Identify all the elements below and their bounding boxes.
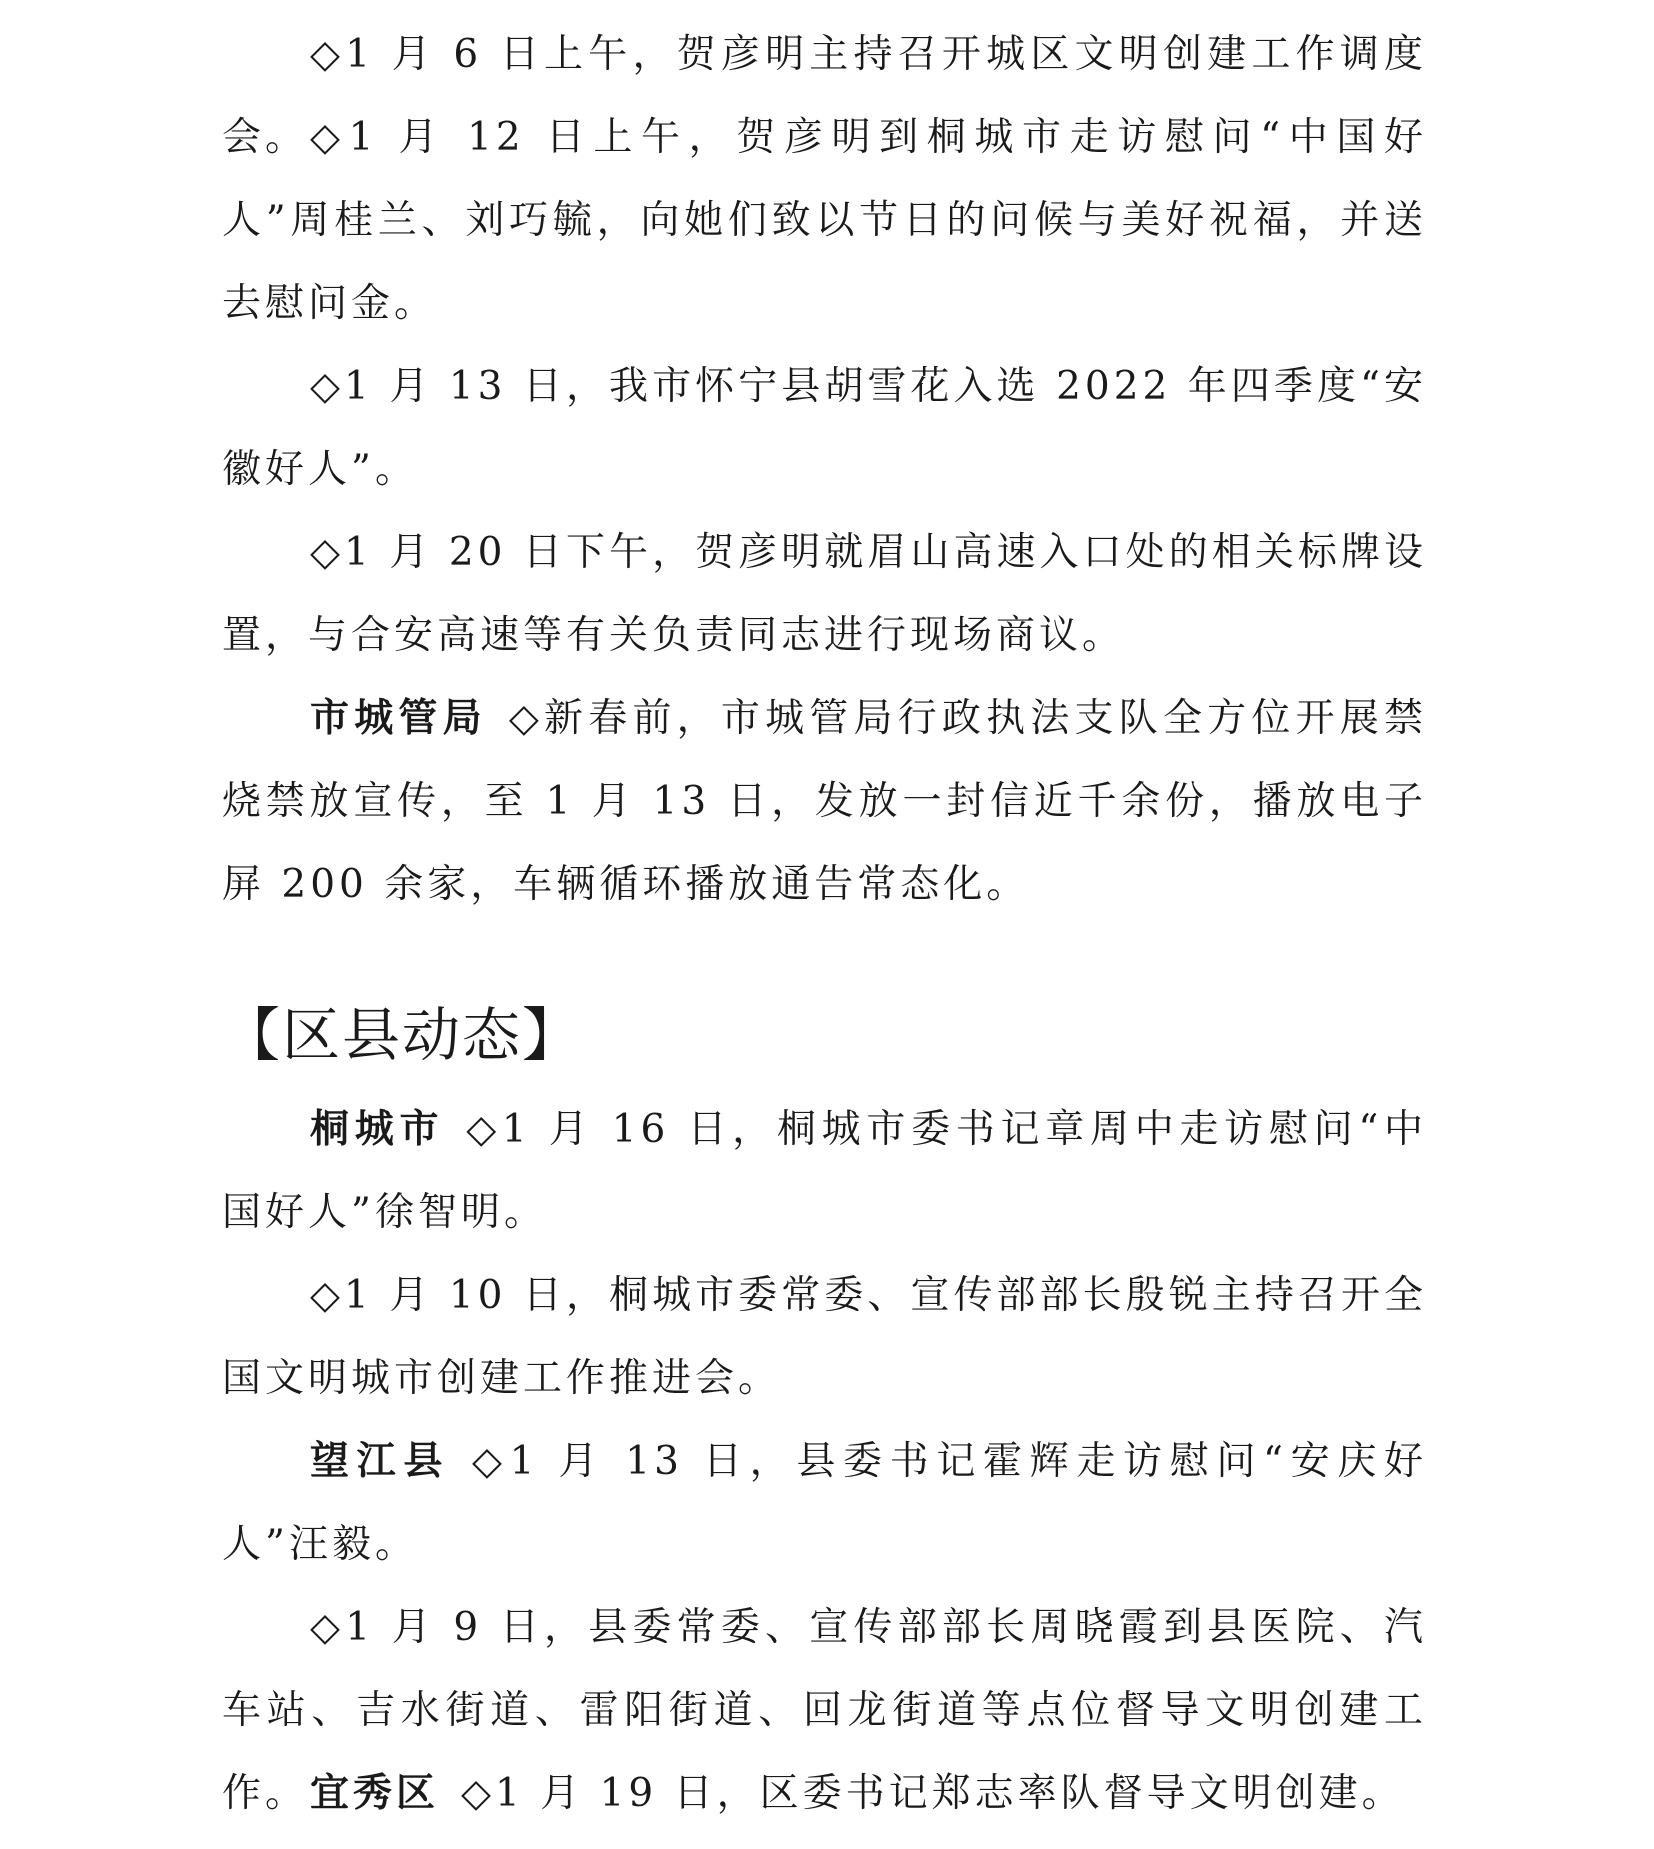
county-label: 宜秀区 bbox=[310, 1771, 440, 1816]
news-item-text: ◇1 月 13 日，我市怀宁县胡雪花入选 2022 年四季度“安徽好人”。 bbox=[222, 364, 1427, 492]
news-item-urban-management bbox=[222, 677, 1427, 926]
county-label: 望江县 bbox=[310, 1439, 451, 1484]
news-item-meishan-signage bbox=[222, 511, 1427, 677]
news-item-text: ◇1 月 10 日，桐城市委常委、宣传部部长殷锐主持召开全国文明城市创建工作推进会。 bbox=[222, 1273, 1427, 1401]
news-item-text: ◇1 月 12 日上午，贺彦明到桐城市走访慰问“中国好人”周桂兰、刘巧毓，向她们致以节日的问候与美好祝福，并送去慰问金。 bbox=[222, 115, 1427, 326]
news-item-text: ◇1 月 19 日，区委书记郑志率队督导文明创建。 bbox=[461, 1771, 1405, 1816]
department-label: 市城管局 bbox=[310, 696, 487, 741]
news-item-tongcheng-secretary bbox=[222, 1088, 1427, 1254]
news-item-text: ◇1 月 13 日，县委书记霍辉走访慰问“安庆好人”汪毅。 bbox=[222, 1439, 1427, 1567]
news-item-anhui-good-person bbox=[222, 345, 1427, 511]
news-item-tongcheng-meeting bbox=[222, 1254, 1427, 1420]
news-item-yixiu-inspection bbox=[222, 1752, 1427, 1835]
section-title-county-news: 【区县动态】 bbox=[222, 1001, 583, 1069]
news-item-text: ◇1 月 16 日，桐城市委书记章周中走访慰问“中国好人”徐智明。 bbox=[222, 1107, 1427, 1235]
news-item-tongcheng-visit bbox=[222, 96, 1427, 345]
news-item-text: ◇1 月 9 日，县委常委、宣传部部长周晓霞到县医院、汽车站、吉水街道、雷阳街道、回龙街道等点位督导文明创建工作。 bbox=[222, 1605, 1427, 1816]
news-item-text: ◇新春前，市城管局行政执法支队全方位开展禁烧禁放宣传，至 1 月 13 日，发放一封信近千余份，播放电子屏 200 余家，车辆循环播放通告常态化。 bbox=[222, 696, 1427, 907]
news-item-wangjiang-visit bbox=[222, 1420, 1427, 1586]
news-item-text: ◇1 月 20 日下午，贺彦明就眉山高速入口处的相关标牌设置，与合安高速等有关负责同志进行现场商议。 bbox=[222, 530, 1427, 658]
county-label: 桐城市 bbox=[310, 1107, 445, 1152]
news-item-text: ◇1 月 6 日上午，贺彦明主持召开城区文明创建工作调度会。 bbox=[222, 32, 1427, 160]
